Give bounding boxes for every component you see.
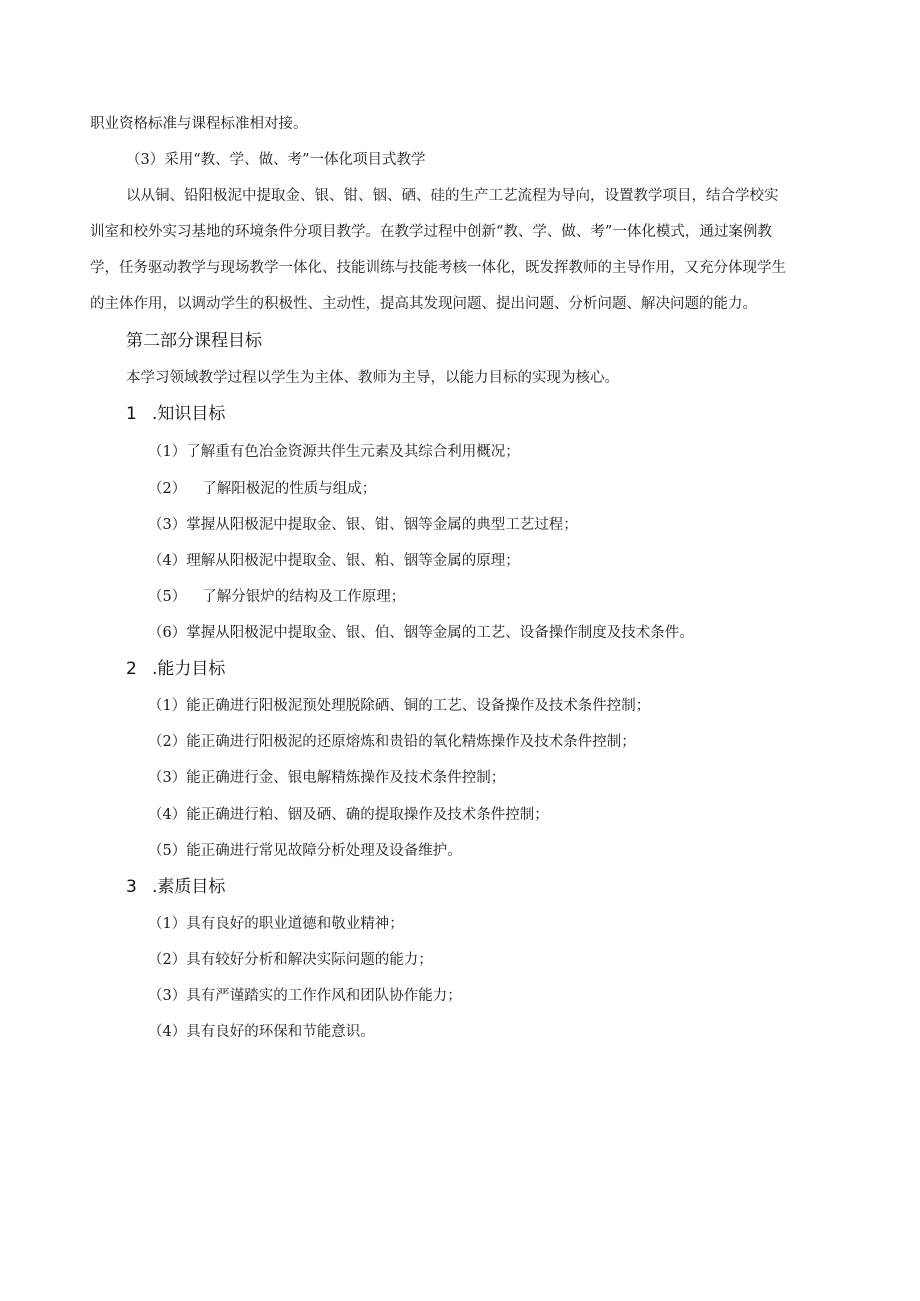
item-label: （2） — [148, 952, 187, 968]
list-item — [148, 623, 694, 643]
item-label: （3） — [148, 988, 187, 1004]
list-item — [148, 696, 650, 716]
item-text: 具有良好的职业道德和敬业精神； — [186, 916, 404, 932]
item-text: 具有较好分析和解决实际问题的能力； — [186, 952, 433, 968]
list-item — [148, 442, 520, 462]
continuation-text: 职业资格标准与课程标准相对接。 — [90, 116, 308, 132]
list-item — [148, 841, 462, 861]
item-text: 具有严谨踏实的工作作风和团队协作能力； — [186, 988, 462, 1004]
item-text: 掌握从阳极泥中提取金、银、伯、铟等金属的工艺、设备操作制度及技术条件。 — [186, 625, 694, 641]
part2-title: 第二部分课程目标 — [126, 331, 262, 351]
item-label: （3） — [148, 770, 187, 786]
item-label: （6） — [148, 625, 187, 641]
ability-heading — [126, 658, 225, 680]
method3-line: 的主体作用，以调动学生的积极性、主动性，提高其发现问题、提出问题、分析问题、解决问题的能力。 — [90, 296, 757, 312]
item-text: 能正确进行金、银电解精炼操作及技术条件控制； — [186, 770, 506, 786]
item-label: （5） — [148, 843, 187, 859]
part2-summary: 本学习领域教学过程以学生为主体、教师为主导，以能力目标的实现为核心。 — [126, 370, 619, 386]
section-title: .能力目标 — [152, 659, 226, 679]
item-label: （4） — [148, 807, 187, 823]
item-label: （4） — [148, 553, 187, 569]
method3-line: 以从铜、铅阳极泥中提取金、银、钳、铟、硒、硅的生产工艺流程为导向，设置教学项目，结合学校实 — [126, 188, 779, 204]
item-text: 能正确进行阳极泥的还原熔炼和贵铅的氧化精炼操作及技术条件控制； — [186, 734, 636, 750]
list-item — [148, 587, 405, 607]
list-item — [148, 986, 462, 1006]
section-number: 2 — [126, 659, 137, 679]
item-text: 能正确进行常见故障分析处理及设备维护。 — [186, 843, 462, 859]
list-item — [148, 479, 376, 499]
item-text: 能正确进行粕、铟及硒、确的提取操作及技术条件控制； — [186, 807, 549, 823]
item-label: （1） — [148, 916, 187, 932]
item-text: 具有良好的环保和节能意识。 — [186, 1024, 375, 1040]
section-number: 3 — [126, 877, 137, 897]
quality-heading — [126, 876, 225, 898]
section-title: .素质目标 — [152, 877, 226, 897]
section-number: 1 — [126, 404, 137, 424]
item-label: （4） — [148, 1024, 187, 1040]
item-text: 了解分银炉的结构及工作原理； — [202, 589, 406, 605]
item-text: 掌握从阳极泥中提取金、银、钳、铟等金属的典型工艺过程； — [186, 517, 578, 533]
method3-title: （3）采用“教、学、做、考”一体化项目式教学 — [126, 152, 426, 168]
method3-line: 学，任务驱动教学与现场教学一体化、技能训练与技能考核一体化，既发挥教师的主导作用，又充分体现学生 — [90, 260, 786, 276]
list-item — [148, 914, 404, 934]
method3-line: 训室和校外实习基地的环境条件分项目教学。在教学过程中创新“教、学、做、考”一体化模式，通过案例教 — [90, 224, 772, 240]
item-label: （1） — [148, 698, 187, 714]
list-item — [148, 732, 636, 752]
item-label: （5） — [148, 589, 187, 605]
item-label: （3） — [148, 517, 187, 533]
list-item — [148, 768, 505, 788]
item-text: 能正确进行阳极泥预处理脱除硒、铜的工艺、设备操作及技术条件控制； — [186, 698, 651, 714]
item-text: 了解阳极泥的性质与组成； — [202, 481, 377, 497]
item-text: 了解重有色冶金资源共伴生元素及其综合利用概况； — [186, 444, 520, 460]
list-item — [148, 515, 578, 535]
list-item — [148, 950, 433, 970]
section-title: .知识目标 — [152, 404, 226, 424]
item-label: （2） — [148, 734, 187, 750]
knowledge-heading — [126, 403, 225, 425]
list-item — [148, 551, 520, 571]
list-item — [148, 805, 549, 825]
item-label: （2） — [148, 481, 187, 497]
item-label: （1） — [148, 444, 187, 460]
list-item — [148, 1022, 375, 1042]
item-text: 理解从阳极泥中提取金、银、粕、铟等金属的原理； — [186, 553, 520, 569]
